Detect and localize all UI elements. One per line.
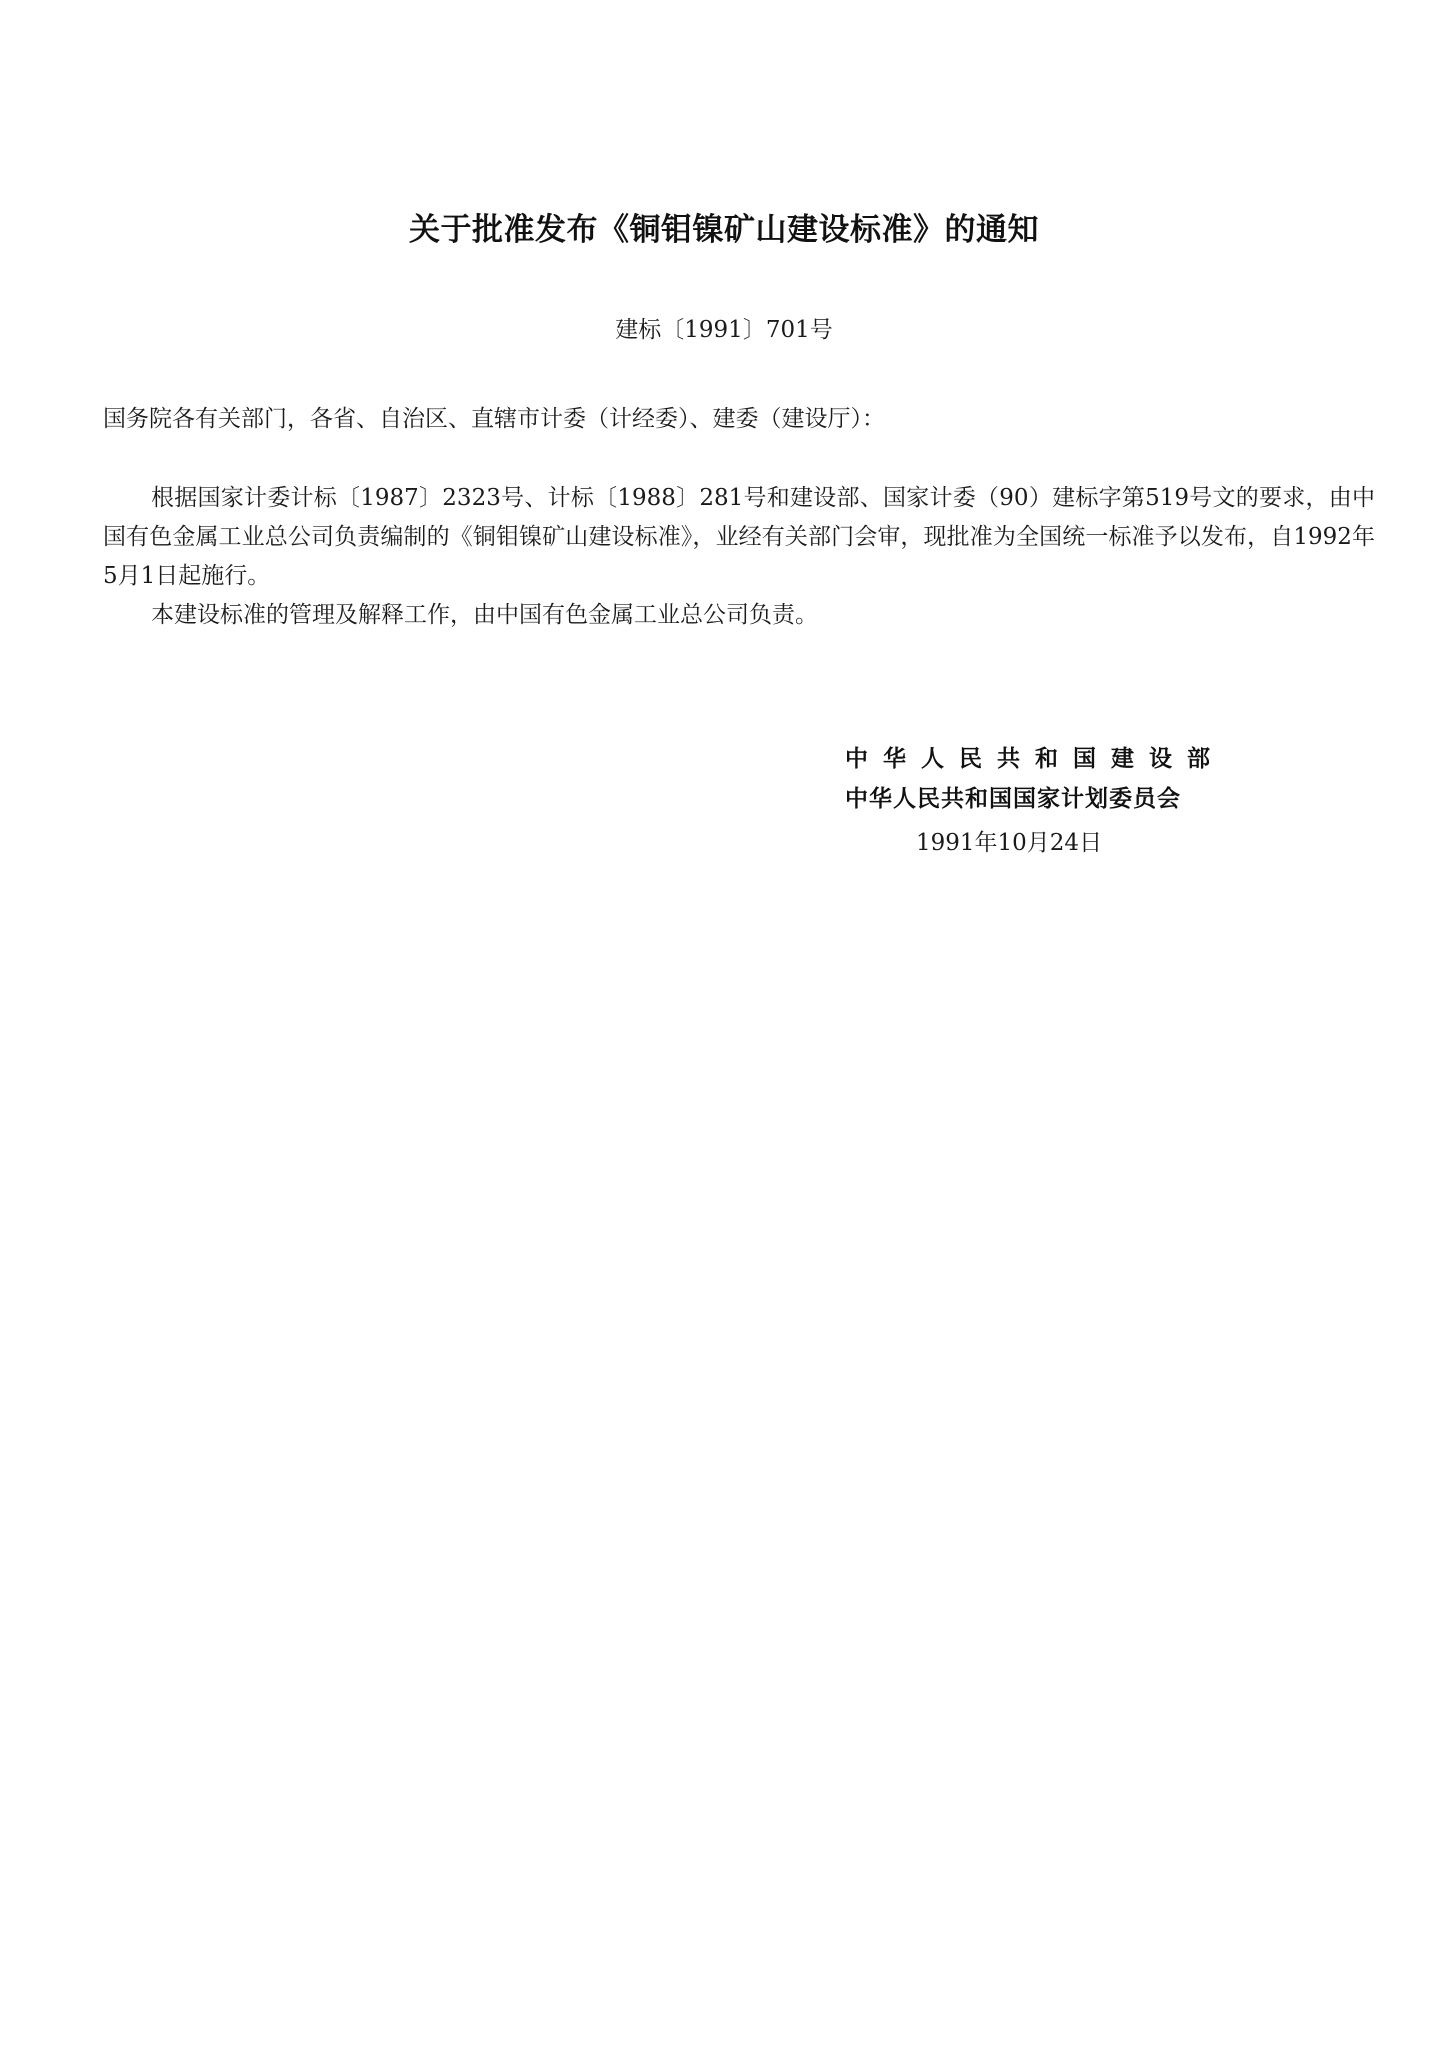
body-paragraph: 根据国家计委计标〔1987〕2323号、计标〔1988〕281号和建设部、国家计委（90）建标字第519号文的要求，由中国有色金属工业总公司负责编制的《铜钼镍矿山建设标准》，业经有关部门会审，现批准为全国统一标准予以发布，自1992年5月1日起施行。	[103, 485, 1375, 589]
issue-date: 1991年10月24日	[916, 830, 1103, 856]
addressee-line: 国务院各有关部门，各省、自治区、直辖市计委（计经委）、建委（建设厅）：	[103, 406, 885, 432]
signature-ministry-of-construction: 中华人民共和国建设部	[845, 746, 1225, 772]
document-title: 关于批准发布《铜钼镍矿山建设标准》的通知	[409, 212, 1039, 248]
body-paragraph: 本建设标准的管理及解释工作，由中国有色金属工业总公司负责。	[151, 602, 818, 628]
document-number: 建标〔1991〕701号	[615, 317, 833, 343]
signature-state-planning-commission: 中华人民共和国国家计划委员会	[845, 786, 1181, 812]
